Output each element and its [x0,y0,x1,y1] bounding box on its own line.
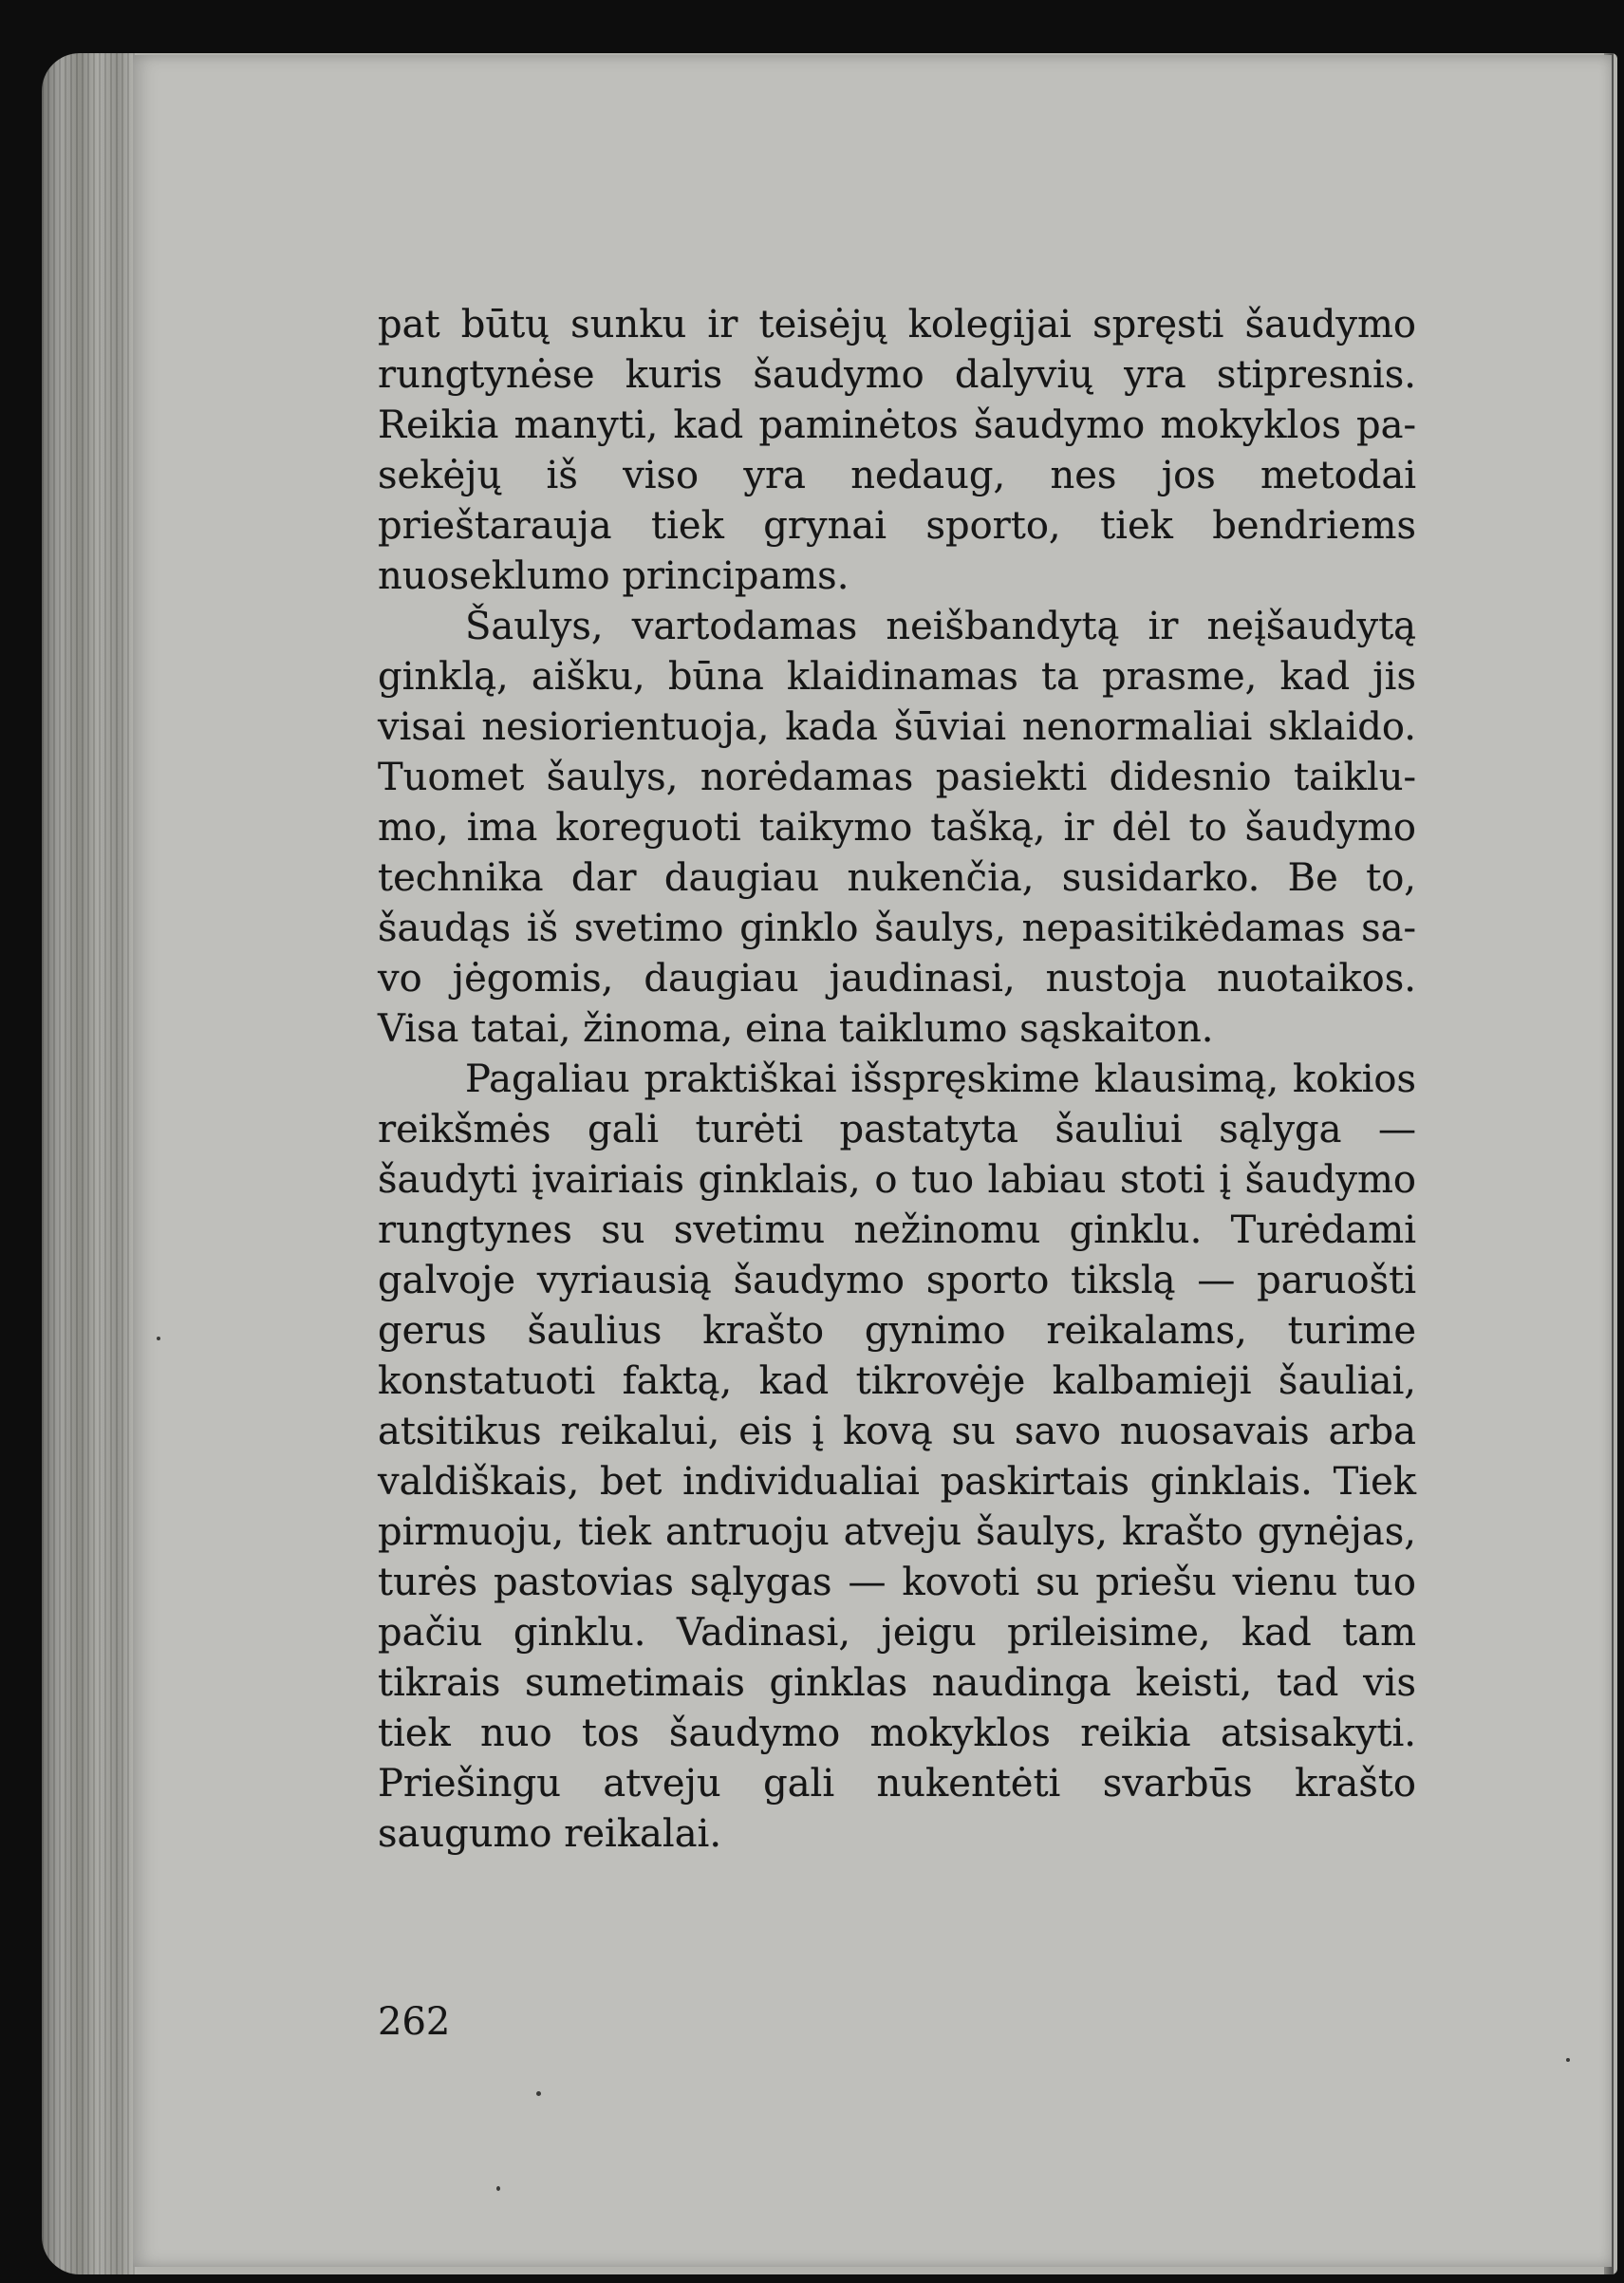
paper-speck [496,2186,500,2191]
page-number: 262 [378,2000,451,2044]
paragraph: pat būtų sunku ir teisėjų kolegijai spręsti šaudymo rungtynėse kuris šaudymo dalyvių yra stipresnis. Reikia manyti, kad paminėtos šaudymo mokyklos pasekėjų iš viso yra nedaug, nes jos metodai prieštarauja tiek grynai sporto, tiek bendriems nuoseklumo principams. [378,303,1416,598]
paper-speck [157,1337,160,1340]
book-spine-edges [42,53,137,2274]
paragraph: Pagaliau praktiškai išspręskime klausimą, kokios reikšmės gali turėti pastatyta šauliui sąlyga — šaudyti įvairiais ginklais, o tuo labiau stoti į šaudymo rungtynes su svetimu nežinomu ginklu. Turėdami galvoje vyriausią šaudymo sporto tikslą — paruošti gerus šaulius krašto gynimo reikalams, turime konstatuoti faktą, kad tikrovėje kalbamieji šauliai, atsitikus reikalui, eis į kovą su savo nuosavais arba valdiškais, bet individualiai paskirtais ginklais. Tiek pirmuoju, tiek antruoju atveju šaulys, krašto gynėjas, turės pastovias sąlygas — kovoti su priešu vienu tuo pačiu ginklu. Vadinasi, jeigu prileisime, kad tam tikrais sumetimais ginklas naudinga keisti, tad vis tiek nuo tos šaudymo mokyklos reikia atsisakyti. Priešingu atveju gali nukentėti svarbūs krašto saugumo reikalai. [378,1057,1416,1856]
body-text [378,300,1416,1860]
paper-speck [1566,2058,1570,2062]
paragraph: Šaulys, vartodamas neišbandytą ir neįšaudytą ginklą, aišku, būna klaidinamas ta prasme, kad jis visai nesiorientuoja, kada šūviai nenormaliai sklaido. Tuomet šaulys, norėdamas pasiekti didesnio taiklumo, ima koreguoti taikymo tašką, ir dėl to šaudymo technika dar daugiau nukenčia, susidarko. Be to, šaudąs iš svetimo ginklo šaulys, nepasitikėdamas savo jėgomis, daugiau jaudinasi, nustoja nuotaikos. Visa tatai, žinoma, eina taiklumo sąskaiton. [378,605,1416,1051]
paper-speck [536,2091,541,2096]
